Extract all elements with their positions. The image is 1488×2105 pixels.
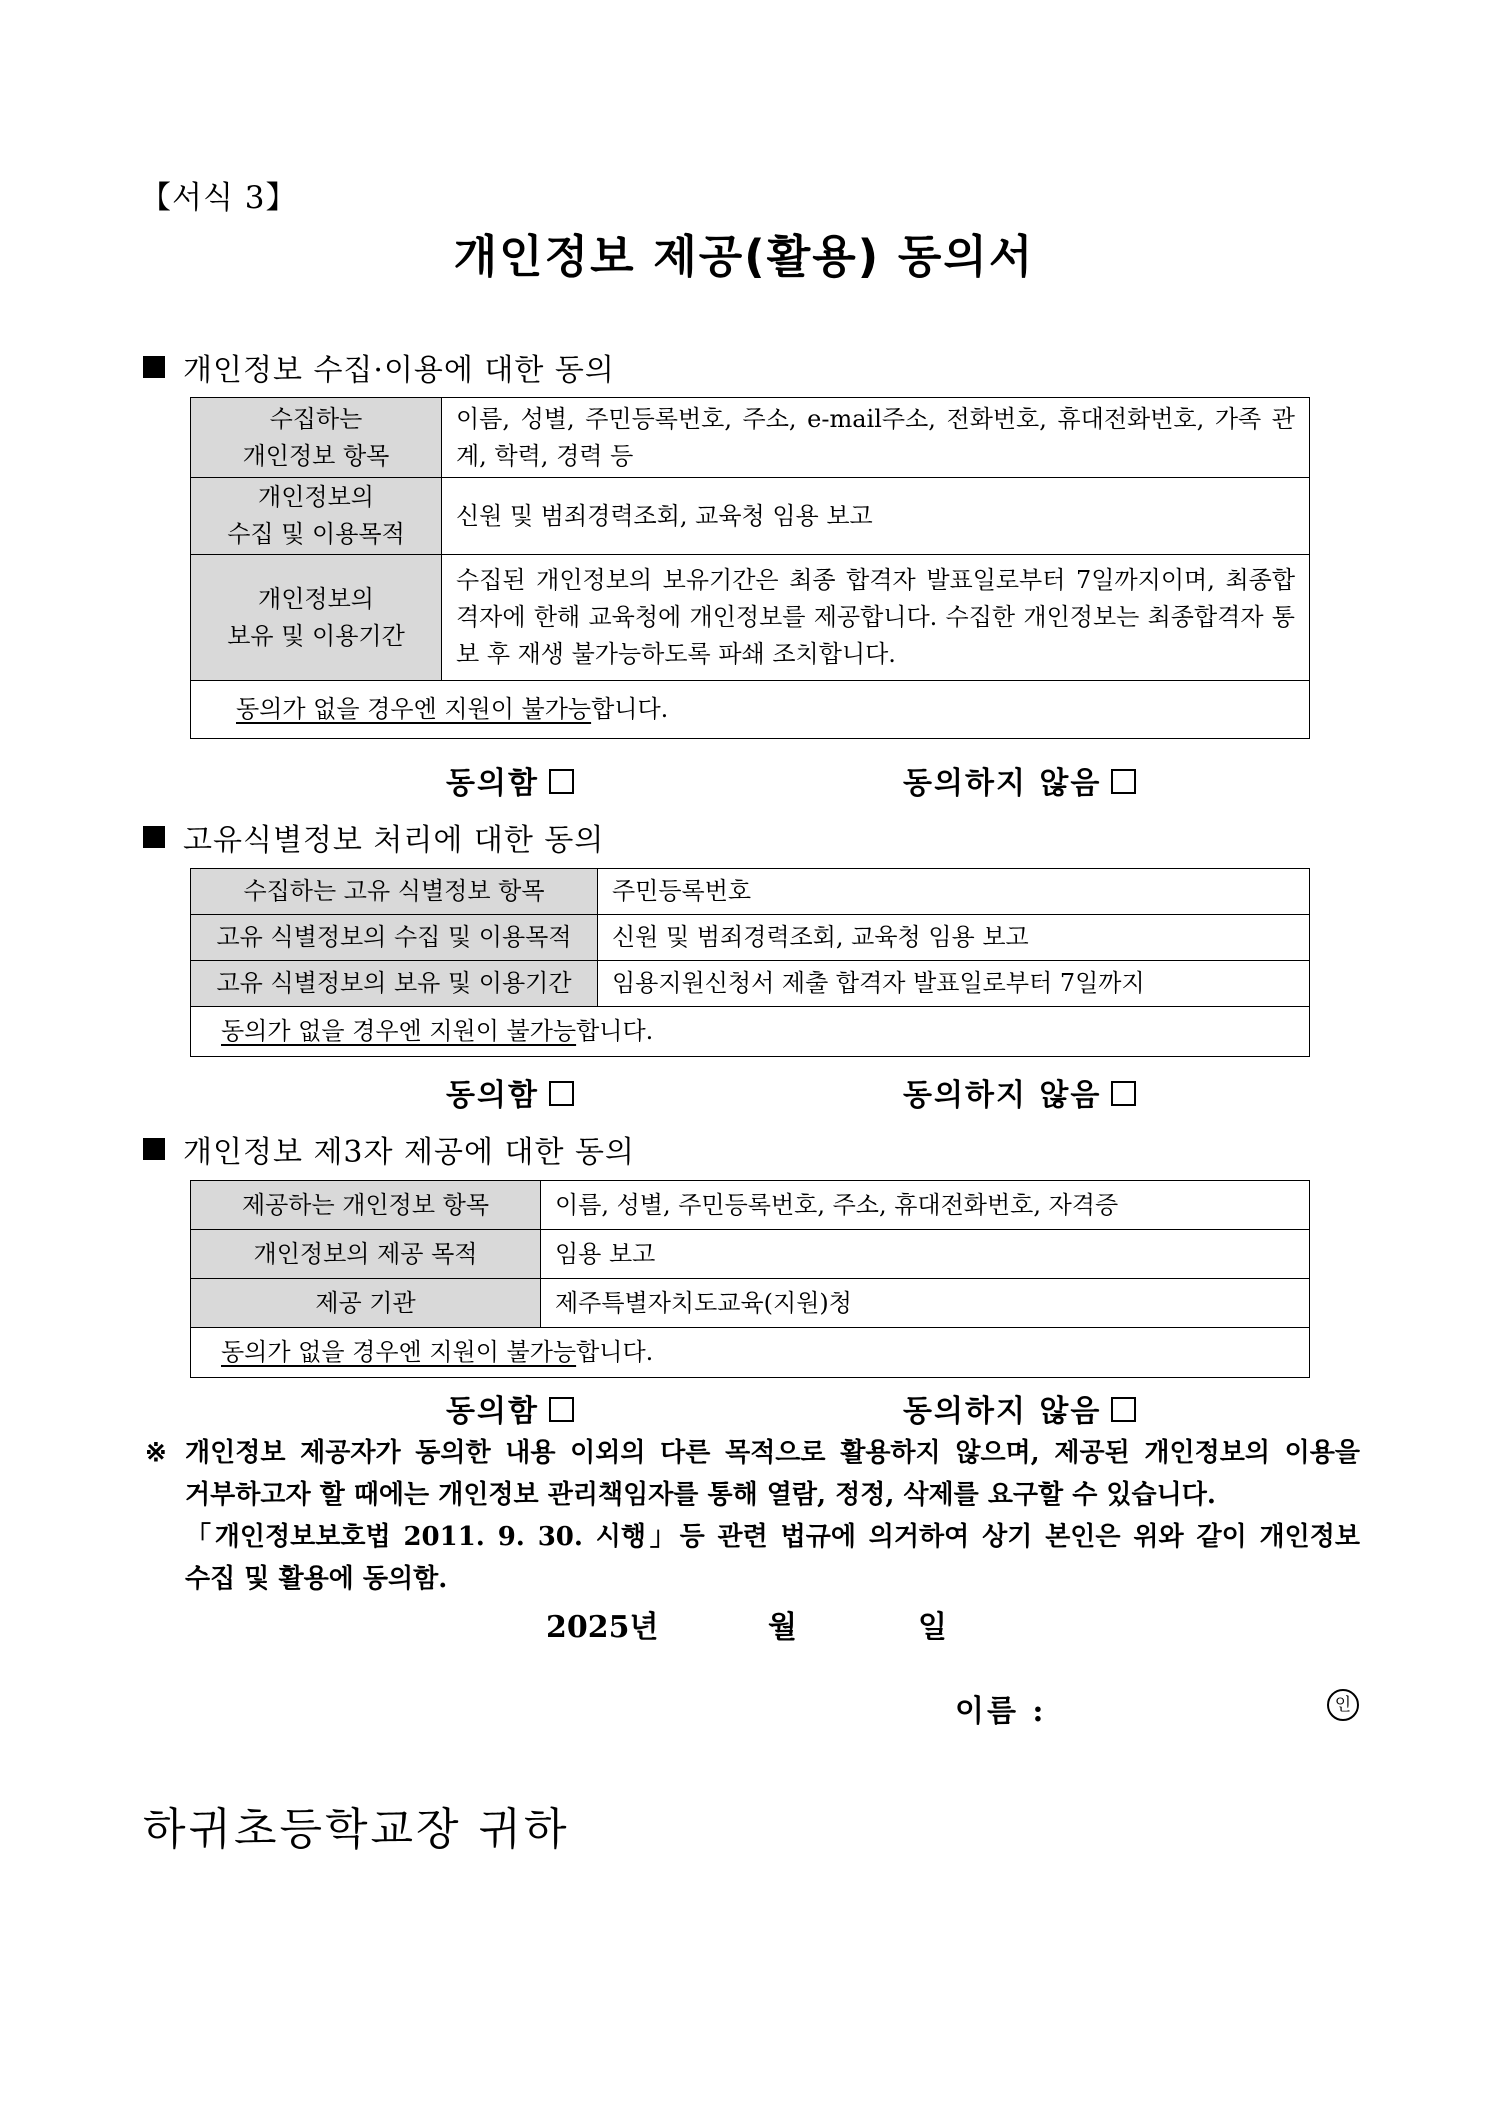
name-label: 이름 :	[955, 1694, 1047, 1729]
consent-note	[191, 681, 1310, 739]
date-year: 2025년	[546, 1610, 659, 1645]
section-heading-text: 개인정보 수집·이용에 대한 동의	[183, 353, 615, 388]
row-label: 개인정보의 제공 목적	[191, 1230, 541, 1279]
table-row	[191, 478, 1310, 555]
table-row	[191, 681, 1310, 739]
caution-notice	[145, 1432, 1360, 1600]
row-label: 제공 기관	[191, 1279, 541, 1328]
disagree-label: 동의하지 않음	[903, 1394, 1102, 1429]
seal-icon: 인	[1327, 1689, 1359, 1721]
agree-label: 동의함	[446, 1078, 539, 1113]
section-heading-third-party	[143, 1127, 635, 1171]
form-number: 【서식 3】	[140, 180, 298, 216]
note-underlined-text: 동의가 없을 경우엔 지원이 불가능	[236, 695, 592, 723]
square-bullet-icon	[143, 826, 165, 848]
disagree-label: 동의하지 않음	[903, 766, 1102, 801]
caution-line: 수집 및 활용에 동의함.	[185, 1564, 448, 1594]
row-label: 제공하는 개인정보 항목	[191, 1181, 541, 1230]
table-row	[191, 1230, 1310, 1279]
disagree-checkbox[interactable]	[1111, 1081, 1136, 1106]
row-label: 수집하는 고유 식별정보 항목	[191, 869, 598, 915]
row-label: 수집하는 개인정보 항목	[191, 398, 442, 478]
table-row	[191, 1328, 1310, 1378]
row-value: 이름, 성별, 주민등록번호, 주소, 휴대전화번호, 자격증	[541, 1181, 1310, 1230]
agree-label: 동의함	[446, 766, 539, 801]
row-label: 고유 식별정보의 수집 및 이용목적	[191, 915, 598, 961]
note-text: 합니다.	[576, 1338, 654, 1366]
recipient: 하귀초등학교장 귀하	[143, 1804, 570, 1855]
agree-option[interactable]	[446, 758, 574, 802]
row-value: 주민등록번호	[598, 869, 1310, 915]
row-value: 신원 및 범죄경력조회, 교육청 임용 보고	[442, 478, 1310, 555]
agree-label: 동의함	[446, 1394, 539, 1429]
disagree-checkbox[interactable]	[1111, 769, 1136, 794]
reference-mark-icon: ※	[145, 1438, 167, 1468]
table-row	[191, 555, 1310, 681]
row-label: 개인정보의 보유 및 이용기간	[191, 555, 442, 681]
agree-option[interactable]	[446, 1070, 574, 1114]
row-value: 신원 및 범죄경력조회, 교육청 임용 보고	[598, 915, 1310, 961]
table-row	[191, 869, 1310, 915]
disagree-option[interactable]	[903, 1386, 1136, 1430]
date-day: 일	[918, 1610, 947, 1645]
row-value: 이름, 성별, 주민등록번호, 주소, e-mail주소, 전화번호, 휴대전화번호, 가족 관계, 학력, 경력 등	[442, 398, 1310, 478]
agree-checkbox[interactable]	[549, 1397, 574, 1422]
table-row	[191, 1279, 1310, 1328]
caution-line: 거부하고자 할 때에는 개인정보 관리책임자를 통해 열람, 정정, 삭제를 요구할 수 있습니다.	[185, 1480, 1216, 1510]
disagree-option[interactable]	[903, 1070, 1136, 1114]
square-bullet-icon	[143, 1138, 165, 1160]
note-underlined-text: 동의가 없을 경우엔 지원이 불가능	[221, 1338, 577, 1366]
unique-id-consent-table	[190, 868, 1310, 1057]
disagree-label: 동의하지 않음	[903, 1078, 1102, 1113]
note-text: 합니다.	[591, 695, 669, 723]
row-value: 임용지원신청서 제출 합격자 발표일로부터 7일까지	[598, 961, 1310, 1007]
agree-checkbox[interactable]	[549, 1081, 574, 1106]
note-text: 합니다.	[576, 1017, 654, 1045]
section-heading-text: 고유식별정보 처리에 대한 동의	[183, 823, 605, 858]
row-value: 임용 보고	[541, 1230, 1310, 1279]
caution-line: 「개인정보보호법 2011. 9. 30. 시행」등 관련 법규에 의거하여 상기 본인은 위와 같이 개인정보	[185, 1522, 1360, 1552]
table-row	[191, 1181, 1310, 1230]
consent-note	[191, 1007, 1310, 1057]
section-heading-unique-id	[143, 815, 604, 859]
caution-line: 개인정보 제공자가 동의한 내용 이외의 다른 목적으로 활용하지 않으며, 제공된 개인정보의 이용을	[185, 1438, 1360, 1468]
agree-option[interactable]	[446, 1386, 574, 1430]
table-row	[191, 398, 1310, 478]
collection-consent-table	[190, 397, 1310, 739]
table-row	[191, 915, 1310, 961]
document-title: 개인정보 제공(활용) 동의서	[453, 230, 1035, 283]
third-party-consent-table	[190, 1180, 1310, 1378]
section-heading-text: 개인정보 제3자 제공에 대한 동의	[183, 1135, 635, 1170]
table-row	[191, 961, 1310, 1007]
disagree-checkbox[interactable]	[1111, 1397, 1136, 1422]
row-value: 제주특별자치도교육(지원)청	[541, 1279, 1310, 1328]
section-heading-collection	[143, 345, 615, 389]
row-value: 수집된 개인정보의 보유기간은 최종 합격자 발표일로부터 7일까지이며, 최종합격자에 한해 교육청에 개인정보를 제공합니다. 수집한 개인정보는 최종합격자 통보 후 재생 불가능하도록 파쇄 조치합니다.	[442, 555, 1310, 681]
note-underlined-text: 동의가 없을 경우엔 지원이 불가능	[221, 1017, 577, 1045]
consent-note	[191, 1328, 1310, 1378]
row-label: 개인정보의 수집 및 이용목적	[191, 478, 442, 555]
disagree-option[interactable]	[903, 758, 1136, 802]
table-row	[191, 1007, 1310, 1057]
row-label: 고유 식별정보의 보유 및 이용기간	[191, 961, 598, 1007]
agree-checkbox[interactable]	[549, 769, 574, 794]
date-month: 월	[768, 1610, 797, 1645]
square-bullet-icon	[143, 356, 165, 378]
